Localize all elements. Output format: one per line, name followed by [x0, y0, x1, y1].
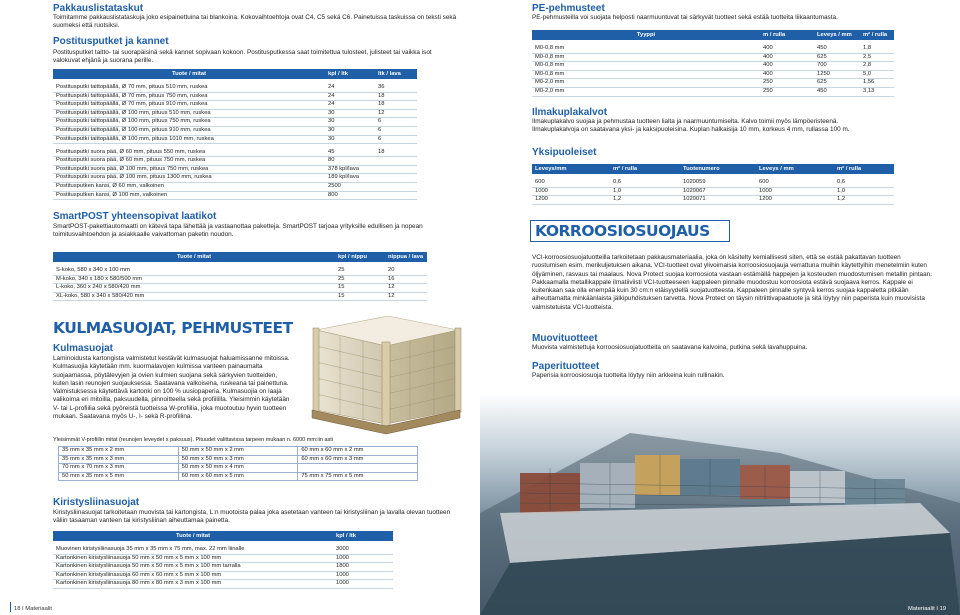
table-cell: [375, 157, 417, 166]
table-cell: 450: [814, 45, 860, 53]
table-row: [53, 135, 417, 144]
table-cell: 25: [335, 275, 385, 284]
postitusputket-table: [53, 69, 417, 200]
pallet-with-corner-protectors-image: [298, 312, 474, 438]
table-cell: 45: [325, 149, 375, 157]
table-cell: 20: [385, 267, 427, 275]
table-cell: Postitusputki taittopäällä, Ø 100 mm, pituus 1010 mm, ruskea: [53, 135, 325, 144]
table-cell: 5,0: [860, 70, 894, 79]
table-cell: 400: [760, 70, 814, 79]
table-cell: 25: [335, 267, 385, 275]
column-header: Tuotenumero: [680, 164, 756, 174]
table-cell: Kartonkinen kiristysliinasuoja 60 mm x 60 mm x 5 mm x 100 mm: [53, 571, 333, 580]
container-ship-photo: [480, 393, 960, 615]
table-cell: 378 kpl/lava: [325, 165, 375, 174]
column-header: nippua / lava: [385, 252, 427, 262]
table-row: [53, 118, 417, 127]
table-row: [59, 447, 418, 456]
table-row: [53, 563, 393, 572]
page-marker: [10, 602, 11, 612]
table-cell: 18: [375, 149, 417, 157]
column-header: Tyyppi: [532, 30, 760, 40]
table-cell: Postitusputki taittopäällä, Ø 100 mm, pituus 750 mm, ruskea: [53, 118, 325, 127]
table-row: [53, 275, 427, 284]
table-cell: 12: [375, 109, 417, 118]
table-row: [53, 174, 417, 183]
table-cell: 16: [385, 275, 427, 284]
table-row: [532, 196, 894, 205]
pe-table-wrap: [532, 30, 894, 97]
postitusputket-text: Postitusputket taitto- tai suorapäisinä sekä kannet sopivaan kokoon. Postitusputkessa saat toimitettua tulosteet, julisteet tai vaikka isot valokuvat ehjänä ja suorana perille.: [53, 49, 432, 65]
table-cell: 24: [325, 92, 375, 101]
table-row: [53, 157, 417, 166]
smartpost-title: SmartPOST yhteensopivat laatikot: [53, 211, 217, 222]
kulmasuojat-section: [53, 319, 303, 421]
table-cell: 6: [375, 118, 417, 127]
kiristysliinasuojat-table-body: [53, 541, 393, 588]
table-cell: 600: [532, 179, 610, 187]
table-cell: 24: [325, 101, 375, 110]
table-row: [532, 53, 894, 62]
table-cell: XL-koko, 580 x 340 x 580/420 mm: [53, 292, 335, 301]
column-header: m² / rulla: [834, 164, 894, 174]
table-cell: 250: [760, 79, 814, 88]
table-cell: 50 mm x 50 mm x 2 mm: [178, 447, 298, 456]
table-cell: Postitusputki suora pää, Ø 100 mm, pituus 1300 mm, ruskea: [53, 174, 325, 183]
left-footer: 18 I Materiaalit: [14, 606, 53, 612]
table-row: [532, 62, 894, 71]
table-cell: 2,8: [860, 62, 894, 71]
table-row: [532, 45, 894, 53]
table-cell: 1020071: [680, 196, 756, 205]
postitusputket-title: Postitusputket ja kannet: [53, 36, 169, 47]
yksipuoleiset-table: [532, 164, 894, 205]
table-row: [532, 87, 894, 96]
table-cell: [375, 165, 417, 174]
table-cell: 1020067: [680, 187, 756, 196]
paperituotteet-text: Paperisia korroosiosuoja tuotteita löytyy niin arkkeina kuin rullinakin.: [532, 372, 725, 379]
table-cell: 3000: [333, 546, 393, 554]
table-header-row: [53, 252, 427, 262]
smartpost-table-body: [53, 262, 427, 301]
v-profiili-grid-wrap: [58, 446, 418, 481]
ilmakuplakalvot-title: Ilmakuplakalvot: [532, 107, 608, 118]
table-cell: 70 mm x 70 mm x 3 mm: [59, 464, 179, 473]
table-cell: 1000: [333, 571, 393, 580]
table-cell: 625: [814, 53, 860, 62]
table-cell: Postitusputki suora pää, Ø 60 mm, pituus 750 mm, ruskea: [53, 157, 325, 166]
table-cell: Postitusputki suora pää, Ø 60 mm, pituus 550 mm, ruskea: [53, 149, 325, 157]
table-cell: M0-0,8 mm: [532, 70, 760, 79]
table-row: [53, 126, 417, 135]
table-cell: 80: [325, 157, 375, 166]
column-header: kpl / ltk: [333, 531, 393, 541]
table-cell: 250: [760, 87, 814, 96]
muovituotteet-text: Muovista valmistettuja korroosiosuojatuotteita on saatavana kalvoina, putkina sekä lavahuppuina.: [532, 344, 808, 351]
table-cell: 50 mm x 35 mm x 5 mm: [59, 472, 179, 481]
column-header: m² / rulla: [610, 164, 680, 174]
table-row: [53, 191, 417, 200]
table-cell: 1800: [333, 563, 393, 572]
kulmasuojat-text: Laminoidusta kartongista valmistetut kestävät kulmasuojat haluamissanne mitoissa. Kulmasuojia käytetään mm. kuormalavojen kulmissa vanteen painaumalta suojaamassa, pöytälevyjen ja ovien kulmien suojana sekä särkyvien tuotteiden, kuten lasin reunojen suojauksessa. Saatavana valkoisena, ruskeana tai painettuna. Valmistuksessa käytettävä kartonki on 100 % uusiopaperia. Kulmasuojia on laaja valikoima eri mitoilla, paksuudella, pinnoitteella sekä profiililla. Yleisimmin käytetään V- tai L-profiilia sekä pyöreistä tuotteissa W-profiilia, joka muotoutuu hyvin tuotteen mukaan. Saatavana myös U-, I- sekä R-profiilina.: [53, 355, 290, 421]
table-cell: 700: [814, 62, 860, 71]
table-header-row: [532, 30, 894, 40]
table-header-row: [532, 164, 894, 174]
table-cell: Muovinen kiristysliinasuoja 35 mm x 35 mm x 75 mm, max. 22 mm liinalle: [53, 546, 333, 554]
table-cell: Postitusputki taittopäällä, Ø 100 mm, pituus 910 mm, ruskea: [53, 126, 325, 135]
table-cell: 1,0: [610, 187, 680, 196]
column-header: Tuote / mitat: [53, 69, 325, 79]
table-cell: 0,6: [834, 179, 894, 187]
table-cell: 6: [375, 135, 417, 144]
table-cell: 15: [335, 292, 385, 301]
table-row: [53, 292, 427, 301]
table-cell: Postitusputken kansi, Ø 100 mm, valkoinen: [53, 191, 325, 200]
table-row: [532, 79, 894, 88]
table-cell: Postitusputki suora pää, Ø 100 mm, pituus 750 mm, ruskea: [53, 165, 325, 174]
table-cell: 75 mm x 75 mm x 5 mm: [298, 472, 418, 481]
korroosiosuojaus-big-title: KORROOSIOSUOJAUS: [535, 222, 710, 240]
table-cell: 6: [375, 126, 417, 135]
column-header: kpl / ltk: [325, 69, 375, 79]
table-cell: 30: [325, 118, 375, 127]
table-cell: [375, 183, 417, 192]
table-cell: 1200: [532, 196, 610, 205]
column-header: m² / rulla: [860, 30, 894, 40]
table-cell: 2500: [325, 183, 375, 192]
smartpost-section: [53, 211, 458, 240]
table-cell: M0-2,0 mm: [532, 87, 760, 96]
table-cell: Kartonkinen kiristysliinasuoja 80 mm x 80 mm x 3 mm x 100 mm: [53, 580, 333, 589]
table-cell: 1000: [333, 554, 393, 563]
table-row: [53, 84, 417, 92]
table-row: [59, 455, 418, 464]
table-row: [53, 109, 417, 118]
table-cell: Postitusputken kansi, Ø 60 mm, valkoinen: [53, 183, 325, 192]
pakkauslistataskut-title: Pakkauslistataskut: [53, 3, 144, 14]
table-cell: 50 mm x 50 mm x 3 mm: [178, 455, 298, 464]
postitusputket-table-body: [53, 79, 417, 200]
table-cell: 1,2: [834, 196, 894, 205]
yksipuoleiset-table-body: [532, 174, 894, 204]
table-cell: 189 kpl/lava: [325, 174, 375, 183]
table-cell: M0-0,8 mm: [532, 62, 760, 71]
postitusputket-section: [53, 36, 458, 66]
table-cell: 1200: [756, 196, 834, 205]
table-cell: 3,13: [860, 87, 894, 96]
table-row: [53, 284, 427, 293]
ilmakuplakalvot-text-1: Ilmakuplakalvo suojaa ja pehmustaa tuotteen lialta ja naarmuuntumiselta. Kalvo toimii myös lämpöeristeenä.: [532, 118, 839, 125]
postitusputket-table-wrap: [53, 69, 417, 200]
yksipuoleiset-section: [532, 147, 732, 158]
korroosiosuojaus-section: [532, 254, 932, 312]
table-row: [59, 464, 418, 473]
ilmakuplakalvot-section: [532, 107, 932, 135]
table-cell: Postitusputki taittopäällä, Ø 70 mm, pituus 910 mm, ruskea: [53, 101, 325, 110]
container-ship-image: [480, 393, 960, 615]
table-cell: 24: [325, 84, 375, 92]
korroosiosuojaus-title-box: [530, 220, 730, 242]
column-header: Leveys / mm: [756, 164, 834, 174]
table-cell: [375, 174, 417, 183]
table-row: [532, 187, 894, 196]
table-cell: 625: [814, 79, 860, 88]
pakkauslistataskut-text: Toimitamme pakkauslistataskuja joko esipainettuina tai blankoina. Kokovaihtoehtoja ovat C4, C5 sekä C6. Painetuissa taskuissa on teksti sekä suomeksi että ruotsiksi.: [53, 14, 457, 30]
muovituotteet-title: Muovituotteet: [532, 333, 598, 344]
table-cell: 800: [325, 191, 375, 200]
table-row: [532, 70, 894, 79]
table-cell: Kartonkinen kiristysliinasuoja 50 mm x 50 mm x 5 mm x 100 mm tarralla: [53, 563, 333, 572]
table-cell: 30: [325, 126, 375, 135]
kulmasuojat-big-title: KULMASUOJAT, PEHMUSTEET: [53, 319, 293, 337]
table-row: [53, 571, 393, 580]
table-cell: Postitusputki taittopäällä, Ø 70 mm, pituus 750 mm, ruskea: [53, 92, 325, 101]
table-cell: 400: [760, 62, 814, 71]
table-cell: 12: [385, 292, 427, 301]
table-cell: M0-0,8 mm: [532, 45, 760, 53]
table-cell: 35 mm x 35 mm x 2 mm: [59, 447, 179, 456]
kiristysliinasuojat-table: [53, 531, 393, 589]
pakkauslistataskut-section: [53, 3, 458, 31]
kiristysliinasuojat-table-wrap: [53, 531, 393, 589]
column-header: Tuote / mitat: [53, 252, 335, 262]
table-row: [59, 472, 418, 481]
table-cell: L-koko, 360 x 240 x 580/420 mm: [53, 284, 335, 293]
table-cell: 450: [814, 87, 860, 96]
table-cell: 1000: [756, 187, 834, 196]
table-cell: 1,56: [860, 79, 894, 88]
v-profiili-grid: [58, 446, 418, 481]
table-row: [53, 554, 393, 563]
table-cell: 400: [760, 53, 814, 62]
table-cell: 35 mm x 35 mm x 3 mm: [59, 455, 179, 464]
kiristysliinasuojat-title: Kiristysliinasuojat: [53, 497, 140, 508]
kiristysliinasuojat-text: Kiristysliinasuojat tarkoitetaan muovista tai kartongista, L:n muotoista palaa joka asetetaan vanteen tai kiristysliinan ja lavalla olevan tuotteen väliin tasaaman vanteen tai kiristysliinan aiheuttamaa painetta.: [53, 509, 451, 525]
table-header-row: [53, 69, 417, 79]
table-cell: 18: [375, 101, 417, 110]
table-row: [53, 92, 417, 101]
pe-pehmusteet-title: PE-pehmusteet: [532, 3, 605, 14]
table-cell: M-koko, 340 x 180 x 580/500 mm: [53, 275, 335, 284]
table-cell: 30: [325, 135, 375, 144]
table-cell: 1,0: [834, 187, 894, 196]
pe-pehmusteet-section: [532, 3, 932, 22]
paperituotteet-title: Paperituotteet: [532, 361, 600, 372]
column-header: Leveys / mm: [814, 30, 860, 40]
column-header: ltk / lava: [375, 69, 417, 79]
yksipuoleiset-table-wrap: [532, 164, 894, 205]
table-cell: 1,2: [610, 196, 680, 205]
pe-pehmusteet-text: PE-pehmusteilla voi suojata helposti naarmuuntuvat tai särkyvät tuotteet sekä estää tuotteita liikaantumasta.: [532, 14, 838, 21]
table-cell: [298, 464, 418, 473]
table-cell: 36: [375, 84, 417, 92]
table-cell: 18: [375, 92, 417, 101]
table-cell: 2,5: [860, 53, 894, 62]
table-cell: Postitusputki taittopäällä, Ø 70 mm, pituus 510 mm, ruskea: [53, 84, 325, 92]
table-cell: 60 mm x 60 mm x 5 mm: [178, 472, 298, 481]
ilmakuplakalvot-text-2: Ilmakuplakalvoja on saatavana yksi- ja kaksipuoleisina. Kuplan halkaisija 10 mm, korkeus 4 mm, rullassa 100 m.: [532, 126, 850, 134]
table-row: [53, 267, 427, 275]
table-row: [53, 165, 417, 174]
column-header: kpl / nippu: [335, 252, 385, 262]
table-cell: 30: [325, 109, 375, 118]
pe-table-body: [532, 40, 894, 96]
smartpost-table-wrap: [53, 252, 427, 301]
table-cell: [375, 191, 417, 200]
right-page: [480, 0, 960, 615]
table-header-row: [53, 531, 393, 541]
pallet-photo: [298, 312, 474, 438]
table-row: [532, 179, 894, 187]
table-cell: 1250: [814, 70, 860, 79]
table-cell: 60 mm x 60 mm x 3 mm: [298, 455, 418, 464]
table-row: [53, 183, 417, 192]
table-cell: 50 mm x 50 mm x 4 mm: [178, 464, 298, 473]
table-cell: 60 mm x 60 mm x 2 mm: [298, 447, 418, 456]
muovituotteet-section: [532, 333, 932, 352]
table-cell: 12: [385, 284, 427, 293]
table-cell: Postitusputki taittopäällä, Ø 100 mm, pituus 510 mm, ruskea: [53, 109, 325, 118]
table-cell: 1020059: [680, 179, 756, 187]
right-footer: Materiaalit I 19: [907, 606, 946, 612]
table-row: [53, 101, 417, 110]
table-cell: 15: [335, 284, 385, 293]
table-cell: 1,8: [860, 45, 894, 53]
table-cell: Kartonkinen kiristysliinasuoja 50 mm x 50 mm x 5 mm x 100 mm: [53, 554, 333, 563]
table-row: [53, 149, 417, 157]
smartpost-text: SmartPOST-pakettiautomaatti on kätevä tapa lähettää ja vastaanottaa paketteja. SmartPOST tarjoaa yrityksille edullisen ja nopean toimitusvaihtoehdon ja asiakkaalle vaivattoman paketin noudon.: [53, 223, 423, 239]
kiristysliinasuojat-section: [53, 497, 458, 526]
table-cell: 400: [760, 45, 814, 53]
table-cell: 1000: [333, 580, 393, 589]
table-cell: 1000: [532, 187, 610, 196]
v-profiili-grid-body: [59, 447, 418, 481]
table-cell: M0-0,8 mm: [532, 53, 760, 62]
paperituotteet-section: [532, 361, 932, 380]
table-cell: 600: [756, 179, 834, 187]
table-row: [53, 580, 393, 589]
yksipuoleiset-title: Yksipuoleiset: [532, 147, 597, 158]
v-profiili-caption: Yleisimmät V-profiilin mitat (reunojen leveydet x paksuus). Pituudet valittavissa tarpeen mukaan n. 6000 mm:iin asti: [53, 437, 334, 443]
table-row: [53, 546, 393, 554]
column-header: Tuote / mitat: [53, 531, 333, 541]
korroosiosuojaus-text: VCI-korroosiosuojatuotteilla tarkoitetaan pakkausmateriaalia, joka on käsitelty kemiallisesti siten, että se estää pakattavan tuotteen ruostumisen esim. merikuljetuksen aikana. VCI-tuotteet ovat ylivoimaisia korroosiosuojauja verrattuna muihin käytettyihin menetelmiin kuten öljyäminen, rasvaus tai maalaus. Nova Protect suojaa korroosiota vastaan estämällä happejen ja kosteuden muodostumisen metallin pintaan. Pakkaamalla metallikappale ilmatiiviisti VCI-tuotteeseen kappaleen pinnalle muodostuu korroosiota estävä suojaava kerros. Kappale ei kuitenkaan saa olla enempää kuin 30 cm:n etäisyydellä suojatuotteesta. Kappaleen pinnalle syntyvä kerros suojaa kappaletta pitkään aiheuttamatta minkäänlaista jälkipuhdistuksen tarvetta. Nova Protect on täysin nitriittivapaatuote ja sitä löytyy niin paperista kuin muovisista valmistetuista VCI-tuotteista.: [532, 254, 932, 311]
kulmasuojat-title: Kulmasuojat: [53, 343, 114, 354]
pe-table: [532, 30, 894, 97]
smartpost-table: [53, 252, 427, 301]
table-cell: 0,6: [610, 179, 680, 187]
column-header: m / rulla: [760, 30, 814, 40]
table-cell: M0-2,0 mm: [532, 79, 760, 88]
table-cell: S-koko, 580 x 340 x 100 mm: [53, 267, 335, 275]
column-header: Leveys/mm: [532, 164, 610, 174]
